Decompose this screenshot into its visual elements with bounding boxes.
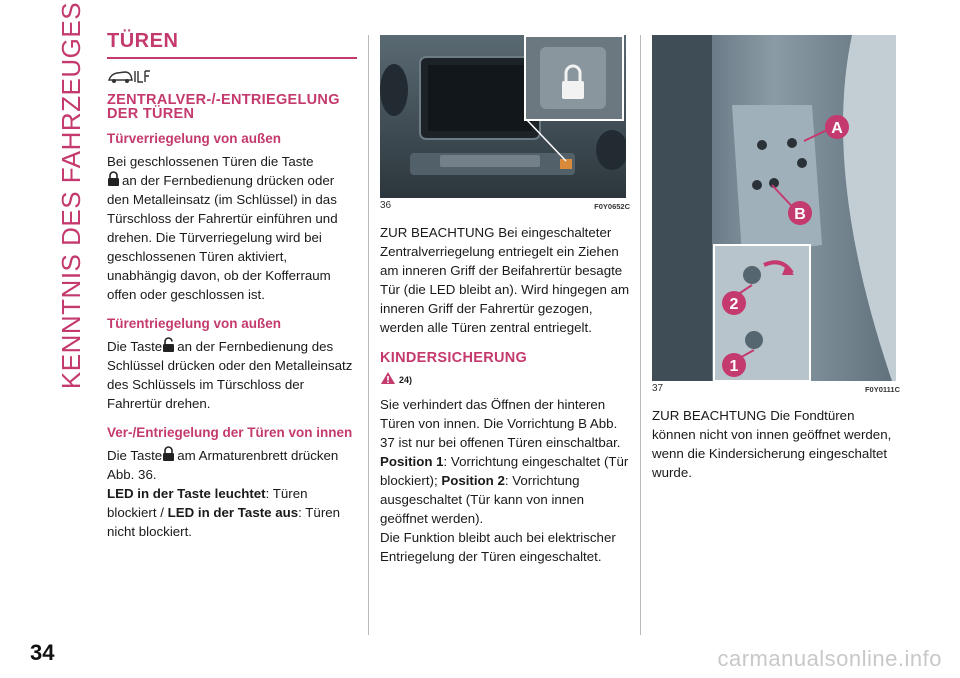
label-b: B [794, 206, 806, 223]
warning-reference: 24) [380, 371, 630, 385]
padlock-open-icon [162, 337, 175, 352]
chapter-sidebar [52, 1, 92, 389]
paragraph-child-lock: Sie verhindert das Öffnen der hinteren Türen von innen. Die Vorrichtung B Abb. 37 ist nur bei offenen Türen einschaltbar. [380, 397, 621, 450]
figure-37-door-lock [652, 35, 896, 381]
paragraph-led-status: LED in der Taste leuchtet: Türen blockiert / LED in der Taste aus: Türen nicht blockiert. [107, 486, 341, 539]
paragraph-unlock-outside: Die Taste an der Fernbedienung des Schlüssel drücken oder den Metalleinsatz des Schlüssels im Türschloss der Fahrertür drehen. [107, 339, 353, 411]
label-1: 1 [729, 358, 739, 375]
car-key-icon [107, 67, 357, 85]
figure-number: 37 [652, 383, 664, 394]
watermark: carmanualsonline.info [717, 646, 942, 671]
padlock-icon [162, 446, 175, 461]
figure-code: F0Y0111C [864, 385, 900, 394]
page-number: 34 [30, 640, 55, 665]
note-child-lock: ZUR BEACHTUNG Die Fondtüren können nicht von innen geöffnet werden, wenn die Kindersicherung eingeschaltet wurde. [652, 408, 892, 480]
figure-37-caption [652, 381, 900, 394]
subheading-lock-outside: Türverriegelung von außen [107, 131, 282, 146]
subheading-lock-inside: Ver-/Entriegelung der Türen von innen [107, 425, 353, 440]
paragraph-positions: Position 1: Vorrichtung eingeschaltet (Tür blockiert); Position 2: Vorrichtung ausgeschaltet (Tür kann von innen geöffnet werden). [380, 454, 629, 526]
note-central-locking: ZUR BEACHTUNG Bei eingeschalteter Zentralverriegelung entriegelt ein Ziehen am inneren Griff der Beifahrertür besagte Tür (die LED bleibt an). Wird hingegen am inneren Griff der Fahrertür gezogen, werden alle Türen zentral entriegelt. [380, 225, 630, 335]
figure-36-caption [380, 198, 630, 211]
section-heading-child-lock: KINDERSICHERUNG [380, 350, 528, 366]
column-3 [652, 35, 900, 482]
paragraph-electric-unlock: Die Funktion bleibt auch bei elektrischer Entriegelung der Türen eingeschaltet. [380, 530, 616, 564]
paragraph-lock-outside: Bei geschlossenen Türen die Taste an der Fernbedienung drücken oder den Metalleinsatz (im Schlüssel) in das Türschloss der Fahrertür einführen und drehen. Die Türverriegelung wird bei geschlossenen Türen aktiviert, unabhängig davon, ob der Kofferraum offen oder geschlossen ist. [107, 154, 338, 302]
figure-code: F0Y0652C [594, 202, 630, 211]
page-title: TÜREN [107, 30, 357, 59]
figure-36-dashboard [380, 35, 626, 198]
label-a: A [831, 120, 843, 137]
paragraph-lock-inside: Die Taste am Armaturenbrett drücken Abb. 36. [107, 448, 339, 482]
column-divider [368, 35, 369, 635]
label-2: 2 [729, 296, 739, 313]
warning-triangle-icon [380, 371, 396, 385]
chapter-label: KENNTNIS DES FAHRZEUGES [56, 1, 87, 389]
figure-number: 36 [380, 200, 392, 211]
column-divider [640, 35, 641, 635]
padlock-icon [107, 171, 120, 186]
subheading-unlock-outside: Türentriegelung von außen [107, 316, 282, 331]
column-1 [107, 30, 357, 541]
section-heading-central-locking: ZENTRALVER-/-ENTRIEGELUNG DER TÜREN [107, 92, 340, 122]
column-2 [380, 35, 630, 566]
